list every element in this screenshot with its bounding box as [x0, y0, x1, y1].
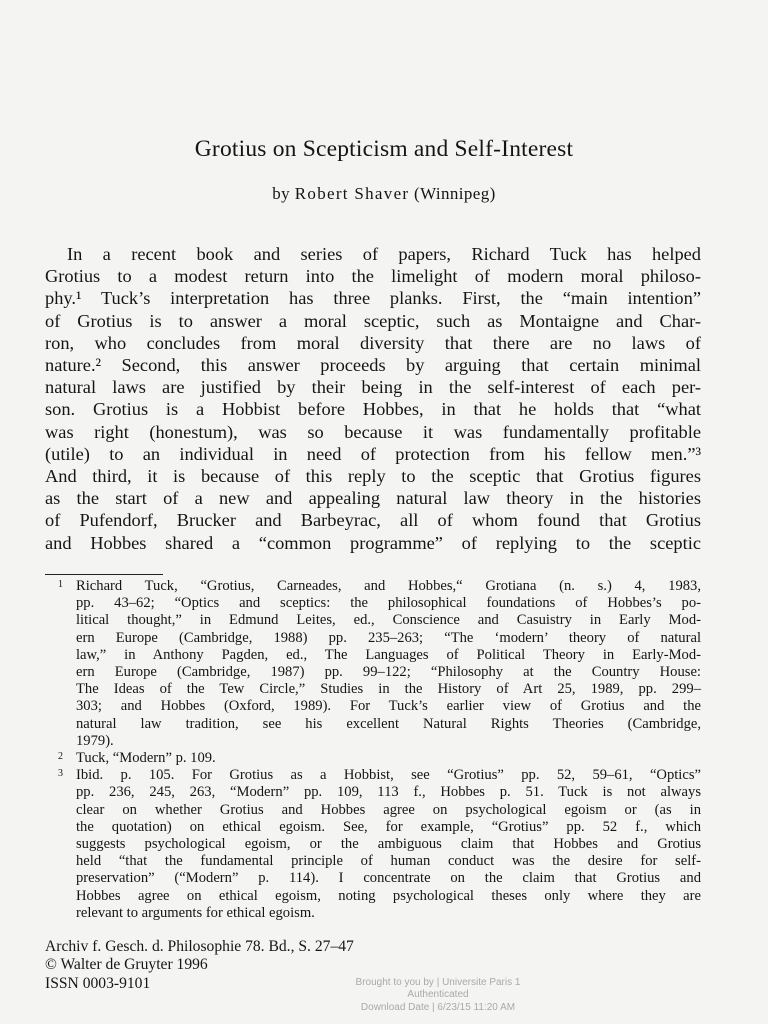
- footnote-line: the quotation) on ethical egoism. See, for example, “Grotius” pp. 52 f., which: [76, 818, 701, 835]
- body-line: of Grotius is to answer a moral sceptic, such as Montaigne and Char-: [45, 310, 701, 331]
- footnote-1: [45, 578, 701, 750]
- footnote-line: Richard Tuck, “Grotius, Carneades, and Hobbes,“ Grotiana (n. s.) 4, 1983,: [76, 578, 701, 594]
- article-title: Grotius on Scepticism and Self-Interest: [194, 136, 574, 162]
- body-line: phy.¹ Tuck’s interpretation has three planks. First, the “main intention”: [45, 288, 701, 309]
- footnote-line: law,” in Anthony Pagden, ed., The Languages of Political Theory in Early-Mod-: [76, 646, 701, 663]
- journal-imprint: [45, 938, 354, 993]
- watermark-line: Download Date | 6/23/15 11:20 AM: [360, 1001, 516, 1013]
- footnote-line: pp. 43–62; “Optics and sceptics: the philosophical foundations of Hobbes’s po-: [76, 595, 701, 612]
- watermark-line: Authenticated: [407, 989, 469, 1001]
- issn-line: ISSN 0003-9101: [45, 974, 151, 992]
- body-line: (utile) to an individual in need of protection from his fellow men.”³: [45, 443, 701, 464]
- footnote-line: ern Europe (Cambridge, 1988) pp. 235–263; “The ‘modern’ theory of natural: [76, 629, 701, 646]
- body-line: as the start of a new and appealing natural law theory in the histories: [45, 488, 701, 509]
- footnote-line: suggests psychological egoism, or the ambiguous claim that Hobbes and Grotius: [76, 836, 701, 853]
- footnote-line: pp. 236, 245, 263, “Modern” pp. 109, 113 f., Hobbes p. 51. Tuck is not always: [76, 784, 701, 801]
- footnote-line: held “that the fundamental principle of human conduct was the desire for self-: [76, 853, 701, 870]
- download-watermark: [320, 977, 556, 1014]
- footnote-line: 303; and Hobbes (Oxford, 1989). For Tuck’s earlier view of Grotius and the: [76, 698, 701, 715]
- footnote-line: natural law tradition, see his excellent Natural Rights Theories (Cambridge,: [76, 715, 701, 732]
- body-line: was right (honestum), was so because it was fundamentally profitable: [45, 421, 701, 442]
- footnote-number: 3: [58, 768, 63, 780]
- footnote-line: clear on whether Grotius and Hobbes agree on psychological egoism or (as in: [76, 801, 701, 818]
- footnote-number: 1: [58, 579, 63, 590]
- body-paragraph: [45, 243, 701, 554]
- footnote-number: 2: [58, 751, 63, 763]
- author-place: (Winnipeg): [414, 184, 496, 203]
- footnote-2: [45, 750, 701, 767]
- footnote-line: 1979).: [76, 732, 114, 749]
- footnote-line: ern Europe (Cambridge, 1987) pp. 99–122; “Philosophy at the Country House:: [76, 664, 701, 681]
- copyright-line: © Walter de Gruyter 1996: [45, 956, 208, 974]
- footnote-3: [45, 767, 701, 922]
- body-line: son. Grotius is a Hobbist before Hobbes, in that he holds that “what: [45, 399, 701, 420]
- footnote-line: preservation” (“Modern” p. 114). I concentrate on the claim that Grotius and: [76, 870, 701, 887]
- body-line: Grotius to a modest return into the limelight of modern moral philoso-: [45, 266, 701, 287]
- body-line: And third, it is because of this reply to the sceptic that Grotius figures: [45, 466, 701, 487]
- body-line: and Hobbes shared a “common programme” of replying to the sceptic: [45, 532, 701, 553]
- footnote-line: Ibid. p. 105. For Grotius as a Hobbist, see “Grotius” pp. 52, 59–61, “Optics”: [76, 767, 701, 784]
- body-line: ron, who concludes from moral diversity that there are no laws of: [45, 332, 701, 353]
- footnote-line: Tuck, “Modern” p. 109.: [76, 750, 216, 767]
- footnote-line: Hobbes agree on ethical egoism, noting psychological theses only where they are: [76, 887, 701, 904]
- footnote-line: relevant to arguments for ethical egoism.: [76, 904, 315, 921]
- watermark-line: Brought to you by | Universite Paris 1: [355, 977, 521, 988]
- footnote-line: The Ideas of the Tew Circle,” Studies in the History of Art 25, 1989, pp. 299–: [76, 681, 701, 698]
- footnote-line: litical thought,” in Edmund Leites, ed., Conscience and Casuistry in Early Mod-: [76, 612, 701, 629]
- body-line: nature.² Second, this answer proceeds by arguing that certain minimal: [45, 355, 701, 376]
- byline-prefix: by: [272, 184, 291, 203]
- journal-citation: Archiv f. Gesch. d. Philosophie 78. Bd., S. 27–47: [45, 938, 354, 955]
- body-line: natural laws are justified by their being in the self-interest of each per-: [45, 377, 701, 398]
- article-byline: [0, 184, 768, 204]
- author-name: Robert Shaver: [294, 184, 410, 203]
- body-line: of Pufendorf, Brucker and Barbeyrac, all of whom found that Grotius: [45, 510, 701, 531]
- footnote-divider: [45, 574, 163, 575]
- body-line: In a recent book and series of papers, Richard Tuck has helped: [67, 244, 701, 264]
- footnotes: [45, 578, 701, 922]
